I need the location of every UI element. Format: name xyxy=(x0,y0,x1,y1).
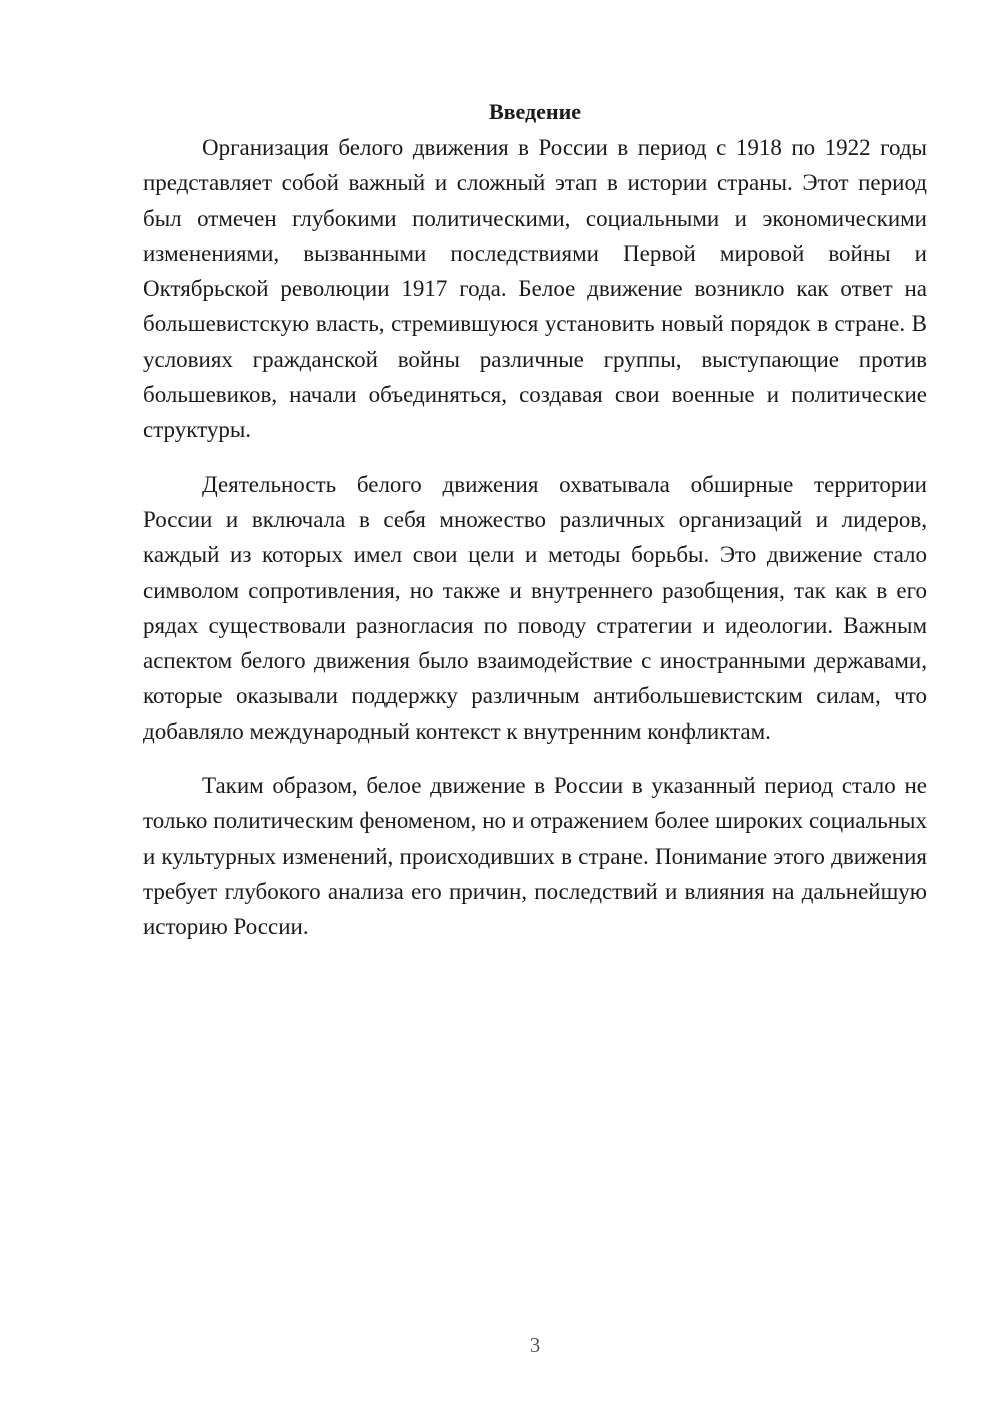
paragraph-3: Таким образом, белое движение в России в указанный период стало не только политическим феноменом, но и отражением более широких социальных и культурных изменений, происходивших в стране. Понимание этого движения требует глубокого анализа его причин, последствий и влияния на дальнейшую историю России. xyxy=(143,773,927,940)
page-content xyxy=(143,96,927,964)
page-title: Введение xyxy=(488,99,582,124)
page-number: 3 xyxy=(529,1333,541,1357)
paragraph-2: Деятельность белого движения охватывала обширные территории России и включала в себя множество различных организаций и лидеров, каждый из которых имел свои цели и методы борьбы. Это движение стало символом сопротивления, но также и внутреннего разобщения, так как в его рядах существовали разногласия по поводу стратегии и идеологии. Важным аспектом белого движения было взаимодействие с иностранными державами, которые оказывали поддержку различным антибольшевистским силам, что добавляло международный контекст к внутренним конфликтам. xyxy=(143,471,927,744)
paragraph-1: Организация белого движения в России в период с 1918 по 1922 годы представляет собой важный и сложный этап в истории страны. Этот период был отмечен глубокими политическими, социальными и экономическими изменениями, вызванными последствиями Первой мировой войны и Октябрьской революции 1917 года. Белое движение возникло как ответ на большевистскую власть, стремившуюся установить новый порядок в стране. В условиях гражданской войны различные группы, выступающие против большевиков, начали объединяться, создавая свои военные и политические структуры. xyxy=(143,135,927,443)
